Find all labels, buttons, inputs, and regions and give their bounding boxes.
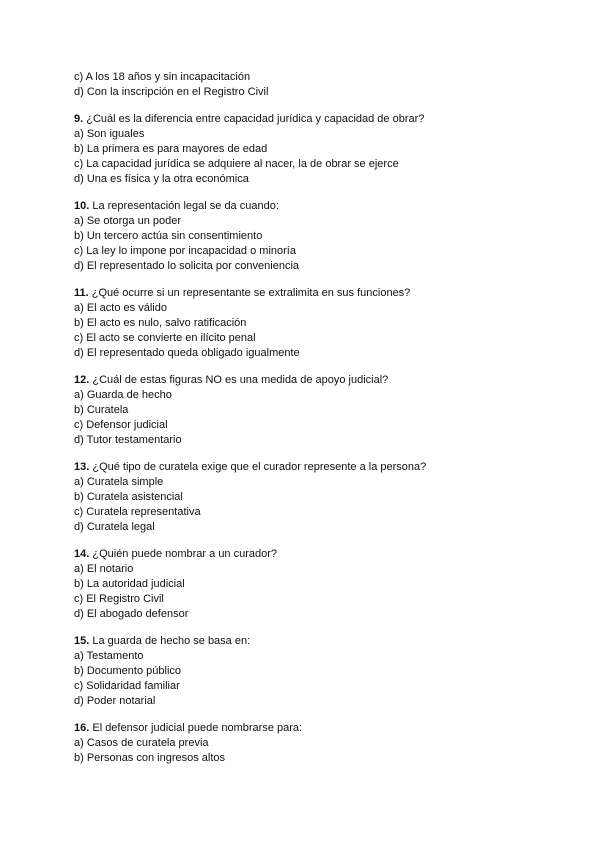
question-text (74, 460, 544, 475)
question-prompt: El defensor judicial puede nombrarse para: (89, 722, 303, 734)
option-c: c) El Registro Civil (74, 593, 164, 605)
question-9 (74, 112, 544, 187)
question-prompt: ¿Cuál es la diferencia entre capacidad jurídica y capacidad de obrar? (83, 113, 425, 125)
question-prompt: ¿Cuál de estas figuras NO es una medida de apoyo judicial? (89, 374, 389, 386)
option-d: d) El representado queda obligado igualmente (74, 347, 300, 359)
option-b: b) Curatela (74, 404, 129, 416)
option-a: a) Testamento (74, 650, 144, 662)
option-d: d) Curatela legal (74, 521, 155, 533)
question-prompt: ¿Qué ocurre si un representante se extralimita en sus funciones? (88, 287, 411, 299)
question-14 (74, 547, 544, 622)
question-number: 9. (74, 113, 84, 125)
question-text (74, 286, 544, 301)
question-number: 13. (74, 461, 90, 473)
question-10 (74, 199, 544, 274)
question-text (74, 547, 544, 562)
option-c: c) Defensor judicial (74, 419, 168, 431)
option-c: c) Solidaridad familiar (74, 680, 180, 692)
option-c: c) Curatela representativa (74, 506, 201, 518)
question-prompt: La guarda de hecho se basa en: (89, 635, 251, 647)
option-b: b) Personas con ingresos altos (74, 752, 226, 764)
option-d: d) El abogado defensor (74, 608, 189, 620)
option-c: c) A los 18 años y sin incapacitación (74, 71, 251, 83)
question-number: 15. (74, 635, 90, 647)
question-text (74, 112, 544, 127)
option-d: d) Una es física y la otra económica (74, 173, 249, 185)
option-a: a) Casos de curatela previa (74, 737, 209, 749)
option-d: d) Poder notarial (74, 695, 156, 707)
option-a: a) El acto es válido (74, 302, 167, 314)
option-a: a) Son iguales (74, 128, 145, 140)
question-text (74, 721, 544, 736)
option-a: a) Se otorga un poder (74, 215, 182, 227)
document-page (74, 70, 544, 766)
question-prompt: ¿Quién puede nombrar a un curador? (89, 548, 278, 560)
option-a: a) Guarda de hecho (74, 389, 172, 401)
question-number: 11. (74, 287, 89, 299)
question-number: 12. (74, 374, 90, 386)
question-prompt: ¿Qué tipo de curatela exige que el curador represente a la persona? (89, 461, 427, 473)
question-16 (74, 721, 544, 766)
option-b: b) La primera es para mayores de edad (74, 143, 268, 155)
option-c: c) El acto se convierte en ilícito penal (74, 332, 256, 344)
option-b: b) La autoridad judicial (74, 578, 185, 590)
option-d: d) El representado lo solicita por conveniencia (74, 260, 300, 272)
question-number: 10. (74, 200, 90, 212)
option-c: c) La ley lo impone por incapacidad o minoría (74, 245, 296, 257)
question-prompt: La representación legal se da cuando: (89, 200, 279, 212)
continuation-options (74, 70, 544, 100)
question-text (74, 373, 544, 388)
question-number: 16. (74, 722, 90, 734)
option-b: b) Un tercero actúa sin consentimiento (74, 230, 263, 242)
option-b: b) Documento público (74, 665, 182, 677)
option-c: c) La capacidad jurídica se adquiere al nacer, la de obrar se ejerce (74, 158, 399, 170)
option-b: b) El acto es nulo, salvo ratificación (74, 317, 247, 329)
question-12 (74, 373, 544, 448)
option-b: b) Curatela asistencial (74, 491, 183, 503)
question-11 (74, 286, 544, 361)
question-13 (74, 460, 544, 535)
question-number: 14. (74, 548, 90, 560)
option-a: a) Curatela simple (74, 476, 164, 488)
question-text (74, 634, 544, 649)
option-d: d) Tutor testamentario (74, 434, 182, 446)
option-d: d) Con la inscripción en el Registro Civil (74, 86, 269, 98)
question-15 (74, 634, 544, 709)
question-text (74, 199, 544, 214)
option-a: a) El notario (74, 563, 134, 575)
